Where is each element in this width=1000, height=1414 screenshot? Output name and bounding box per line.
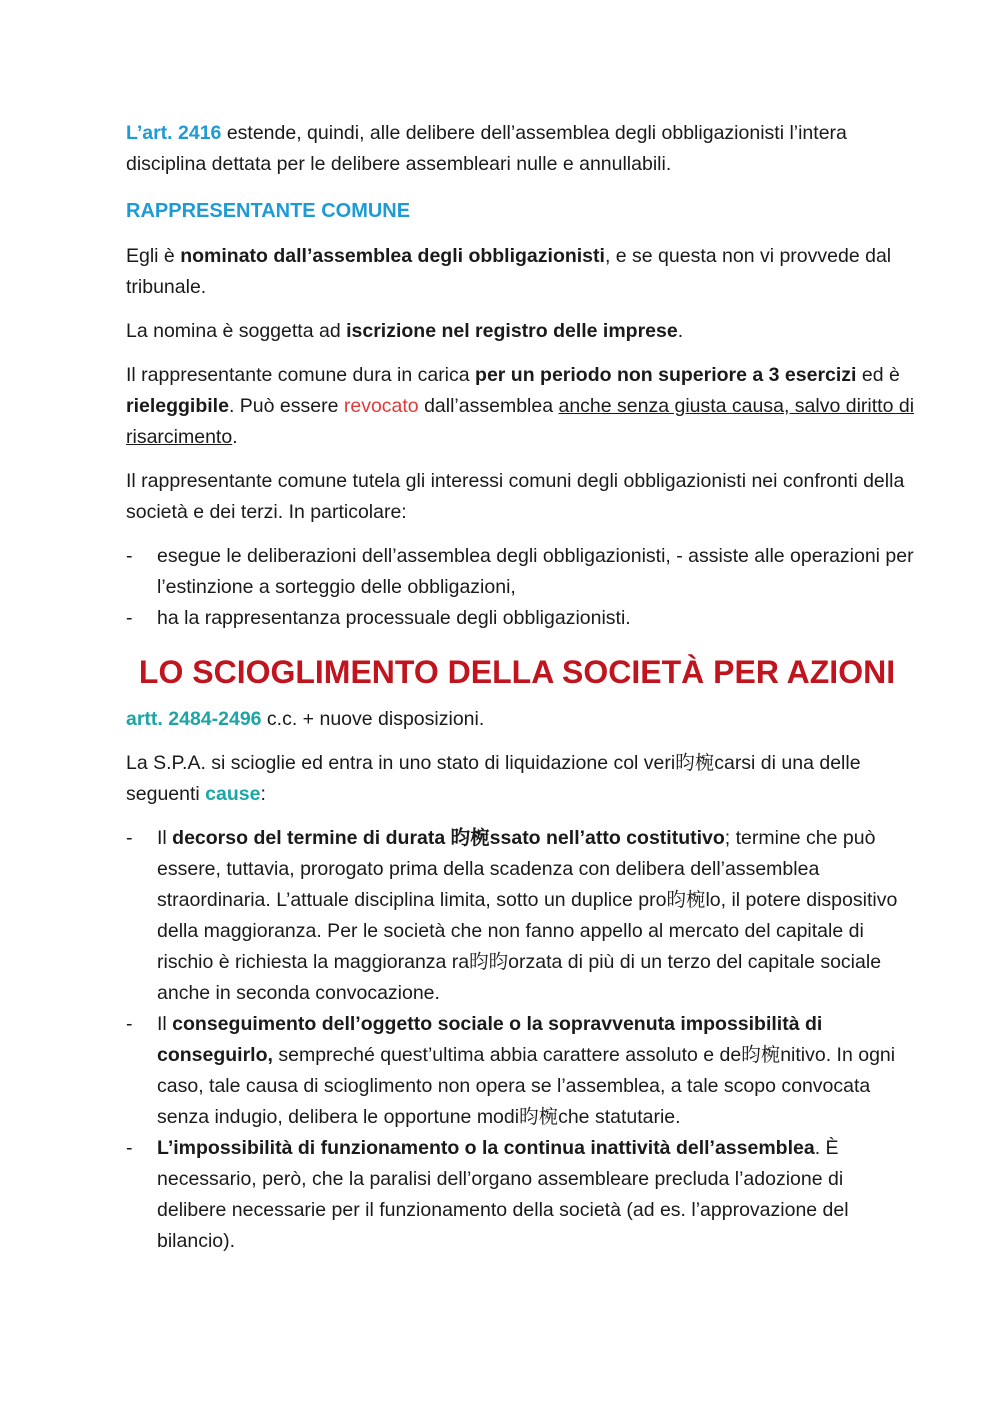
paragraph-nomina: Egli è nominato dall’assemblea degli obbligazionisti, e se questa non vi provvede dal tribunale. [126, 245, 892, 298]
cause-highlight: cause [205, 783, 261, 805]
articles-reference: artt. 2484-2496 [126, 708, 262, 730]
paragraph-iscrizione: La nomina è soggetta ad iscrizione nel registro delle imprese. [126, 320, 684, 342]
dash-bullet: - [126, 607, 133, 629]
paragraph-articoli: artt. 2484-2496 c.c. + nuove disposizioni. [126, 708, 485, 730]
article-reference: L’art. 2416 [126, 122, 222, 144]
section-heading-rappresentante: RAPPRESENTANTE COMUNE [126, 200, 411, 222]
intro-paragraph: L’art. 2416 estende, quindi, alle delibere dell’assemblea degli obbligazionisti l’intera disciplina dettata per le delibere assembleari nulle e annullabili. [126, 122, 847, 175]
list-item: - L’impossibilità di funzionamento o la continua inattività dell’assemblea. È necessario, però, che la paralisi dell’organo assembleare precluda l’adozione di delibere necessarie per il funzionamento della società (ad es. l’approvazione del bilancio). [126, 1133, 916, 1257]
list-item: - ha la rappresentanza processuale degli obbligazionisti. [126, 603, 916, 634]
dash-bullet: - [126, 827, 133, 849]
duties-list [126, 541, 916, 634]
underlined-clause: anche senza giusta causa, salvo diritto di risarcimento [126, 395, 915, 448]
paragraph-durata: Il rappresentante comune dura in carica per un periodo non superiore a 3 esercizi ed è rieleggibile. Può essere revocato dall’assemblea anche senza giusta causa, salvo diritto di risarcimento. [126, 364, 915, 448]
paragraph-cause: La S.P.A. si scioglie ed entra in uno stato di liquidazione col veri昀椀carsi di una delle seguenti cause: [126, 752, 861, 805]
dash-bullet: - [126, 545, 133, 567]
dash-bullet: - [126, 1137, 133, 1159]
main-title: LO SCIOGLIMENTO DELLA SOCIETÀ PER AZIONI [138, 654, 896, 690]
causes-list [126, 823, 916, 1257]
paragraph-tutela: Il rappresentante comune tutela gli interessi comuni degli obbligazionisti nei confronti della società e dei terzi. In particolare: [126, 470, 905, 523]
revocato-highlight: revocato [343, 395, 419, 417]
document-page [126, 118, 916, 1257]
dash-bullet: - [126, 1013, 133, 1035]
list-item: - Il conseguimento dell’oggetto sociale o la sopravvenuta impossibilità di conseguirlo, sempreché quest’ultima abbia carattere assoluto e de昀椀nitivo. In ogni caso, tale causa di scioglimento non opera se l’assemblea, a tale scopo convocata senza indugio, delibera le opportune modi昀椀che statutarie. [126, 1009, 916, 1133]
list-item: - esegue le deliberazioni dell’assemblea degli obbligazionisti, - assiste alle operazioni per l’estinzione a sorteggio delle obbligazioni, [126, 541, 916, 603]
list-item: - Il decorso del termine di durata 昀椀ssato nell’atto costitutivo; termine che può essere, tuttavia, prorogato prima della scadenza con delibera dell’assemblea straordinaria. L’attuale disciplina limita, sotto un duplice pro昀椀lo, il potere dispositivo della maggioranza. Per le società che non fanno appello al mercato del capitale di rischio è richiesta la maggioranza ra昀昀orzata di più di un terzo del capitale sociale anche in seconda convocazione. [126, 823, 916, 1009]
